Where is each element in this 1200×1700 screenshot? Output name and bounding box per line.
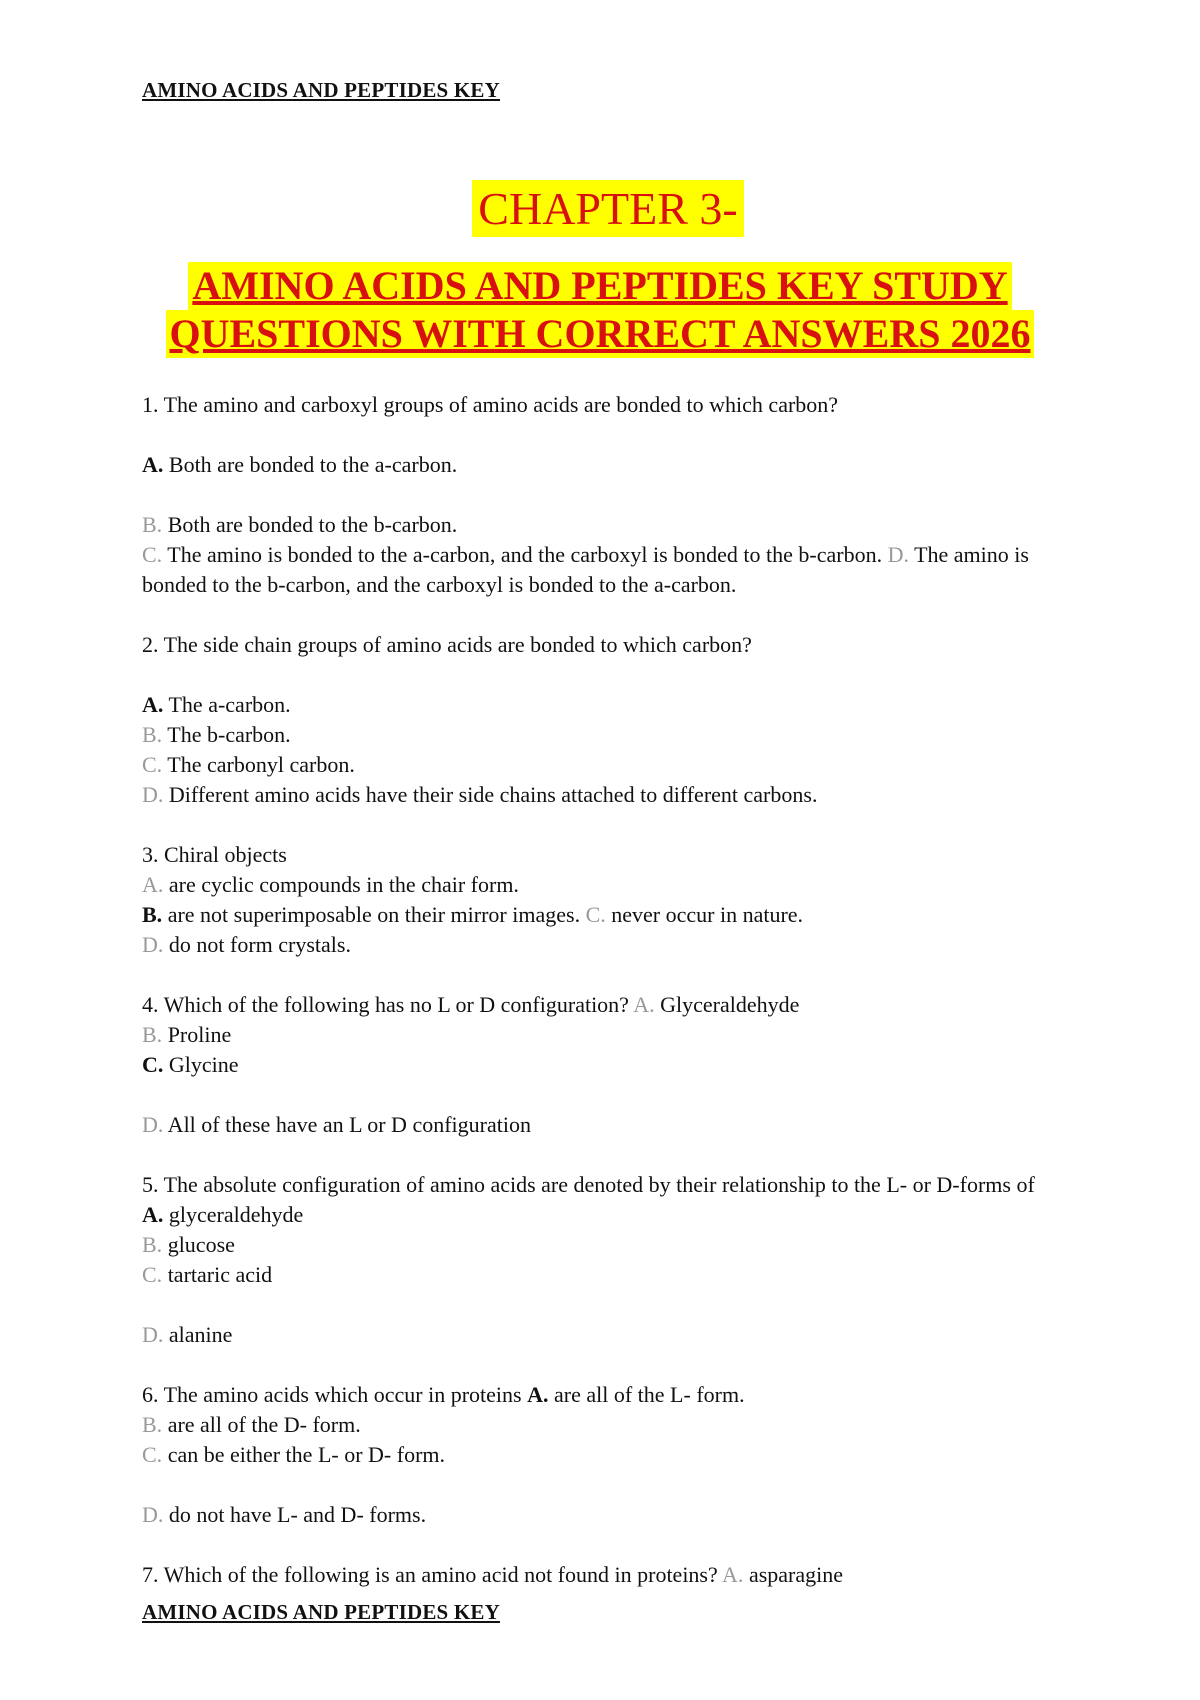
option-letter: D. xyxy=(887,542,909,567)
answer-option xyxy=(142,780,1042,810)
answer-option xyxy=(142,750,1042,780)
question-stem: 1. The amino and carboxyl groups of amino acids are bonded to which carbon? xyxy=(142,392,839,417)
answer-option xyxy=(142,540,1042,600)
answer-option xyxy=(142,1440,1042,1470)
running-header: AMINO ACIDS AND PEPTIDES KEY xyxy=(142,78,500,102)
option-text: are not superimposable on their mirror images. xyxy=(162,902,586,927)
option-text: do not form crystals. xyxy=(163,932,351,957)
answer-option-correct xyxy=(142,450,1042,480)
option-letter: B. xyxy=(142,1022,163,1047)
running-footer: AMINO ACIDS AND PEPTIDES KEY xyxy=(142,1600,500,1624)
question-1 xyxy=(142,390,1042,600)
option-letter: A. xyxy=(527,1382,549,1407)
option-letter: C. xyxy=(142,1442,163,1467)
question-stem: 4. Which of the following has no L or D configuration? xyxy=(142,992,634,1017)
answer-option xyxy=(142,1110,1042,1140)
question-list xyxy=(142,390,1042,1590)
option-letter: B. xyxy=(142,1412,163,1437)
option-letter: A. xyxy=(722,1562,744,1587)
question-stem: 5. The absolute configuration of amino acids are denoted by their relationship to the L- or D-forms of xyxy=(142,1172,1035,1197)
question-stem-line xyxy=(142,990,1042,1020)
document-title xyxy=(0,262,1200,358)
question-stem-line xyxy=(142,1560,1042,1590)
option-letter: B. xyxy=(142,902,163,927)
question-stem: 2. The side chain groups of amino acids are bonded to which carbon? xyxy=(142,632,752,657)
option-text: alanine xyxy=(163,1322,233,1347)
option-text: do not have L- and D- forms. xyxy=(163,1502,427,1527)
title-line-2: QUESTIONS WITH CORRECT ANSWERS 2026 xyxy=(166,310,1035,358)
answer-option xyxy=(142,1230,1042,1260)
option-text: are all of the D- form. xyxy=(162,1412,361,1437)
option-text: are all of the L- form. xyxy=(548,1382,745,1407)
answer-option xyxy=(142,930,1042,960)
question-6 xyxy=(142,1380,1042,1530)
option-text: All of these have an L or D configuration xyxy=(163,1112,531,1137)
option-text: never occur in nature. xyxy=(605,902,804,927)
option-letter: A. xyxy=(142,872,164,897)
title-line-1: AMINO ACIDS AND PEPTIDES KEY STUDY xyxy=(188,262,1011,310)
option-text: The amino is bonded to the b-carbon, and the carboxyl is bonded to the a-carbon. xyxy=(142,542,1029,597)
answer-option xyxy=(142,1410,1042,1440)
answer-option xyxy=(142,1260,1042,1290)
option-letter: D. xyxy=(142,1502,164,1527)
option-text: tartaric acid xyxy=(162,1262,273,1287)
answer-option xyxy=(142,870,1042,900)
chapter-heading-wrap xyxy=(0,180,1200,237)
chapter-heading: CHAPTER 3- xyxy=(472,180,743,237)
option-letter: B. xyxy=(142,722,163,747)
option-text: The amino is bonded to the a-carbon, and the carboxyl is bonded to the b-carbon. xyxy=(162,542,888,567)
option-text: The carbonyl carbon. xyxy=(162,752,355,777)
question-3 xyxy=(142,840,1042,960)
question-stem-line xyxy=(142,1380,1042,1410)
answer-option-correct xyxy=(142,1050,1042,1080)
option-text: Both are bonded to the a-carbon. xyxy=(163,452,458,477)
option-text: Glycine xyxy=(163,1052,239,1077)
option-text: can be either the L- or D- form. xyxy=(162,1442,446,1467)
option-letter: C. xyxy=(142,1052,164,1077)
question-stem: 3. Chiral objects xyxy=(142,842,287,867)
option-letter: C. xyxy=(585,902,606,927)
option-letter: A. xyxy=(142,692,164,717)
question-7 xyxy=(142,1560,1042,1590)
question-stem: 7. Which of the following is an amino acid not found in proteins? xyxy=(142,1562,723,1587)
answer-option xyxy=(142,1500,1042,1530)
question-4 xyxy=(142,990,1042,1140)
option-text: glucose xyxy=(162,1232,235,1257)
option-text: The a-carbon. xyxy=(163,692,291,717)
option-text: asparagine xyxy=(743,1562,843,1587)
option-letter: C. xyxy=(142,752,163,777)
option-text: Glyceraldehyde xyxy=(654,992,800,1017)
option-letter: D. xyxy=(142,932,164,957)
option-letter: B. xyxy=(142,1232,163,1257)
option-letter: A. xyxy=(633,992,655,1017)
option-letter: A. xyxy=(142,1202,164,1227)
option-text: Different amino acids have their side chains attached to different carbons. xyxy=(163,782,818,807)
option-text: glyceraldehyde xyxy=(163,1202,304,1227)
answer-option-correct xyxy=(142,690,1042,720)
option-letter: C. xyxy=(142,542,163,567)
answer-option xyxy=(142,1020,1042,1050)
option-letter: A. xyxy=(142,452,164,477)
option-letter: D. xyxy=(142,1322,164,1347)
question-stem-line xyxy=(142,1170,1042,1230)
option-text: are cyclic compounds in the chair form. xyxy=(163,872,519,897)
option-text: The b-carbon. xyxy=(162,722,291,747)
question-2 xyxy=(142,630,1042,810)
answer-option xyxy=(142,1320,1042,1350)
option-text: Both are bonded to the b-carbon. xyxy=(162,512,458,537)
option-letter: B. xyxy=(142,512,163,537)
option-text: Proline xyxy=(162,1022,232,1047)
answer-option-correct xyxy=(142,900,1042,930)
answer-option xyxy=(142,720,1042,750)
option-letter: D. xyxy=(142,782,164,807)
option-letter: D. xyxy=(142,1112,164,1137)
question-5 xyxy=(142,1170,1042,1350)
question-stem: 6. The amino acids which occur in proteins xyxy=(142,1382,528,1407)
answer-option xyxy=(142,510,1042,540)
option-letter: C. xyxy=(142,1262,163,1287)
